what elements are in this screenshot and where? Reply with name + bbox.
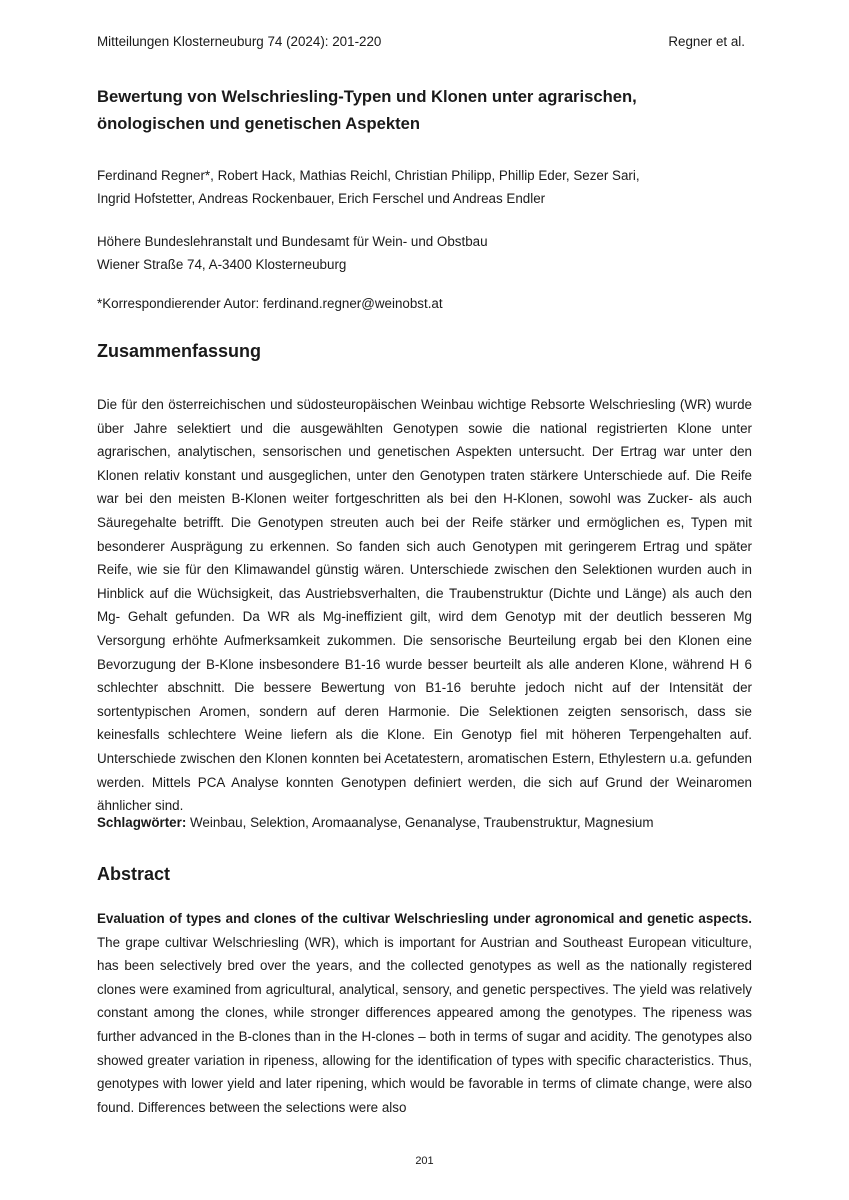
summary-paragraph: Die für den österreichischen und südosteuropäischen Weinbau wichtige Rebsorte Welschriesling (WR) wurde über Jahre selektiert und die ausgewählten Genotypen sowie die national registrierten Klone unter agrarischen, analytischen, sensorischen und genetischen Aspekten untersucht. Der Ertrag war unter den Klonen relativ konstant und ausgeglichen, unter den Genotypen traten stärkere Unterschiede auf. Die Reife war bei den meisten B-Klonen weiter fortgeschritten als bei den H-Klonen, sowohl was Zucker- als auch Säuregehalte betrifft. Die Genotypen streuten auch bei der Reife stärker und ermöglichen es, Typen mit besonderer Ausprägung zu erkennen. So fanden sich auch Genotypen mit geringerem Ertrag und später Reife, wie sie für den Klimawandel günstig wären. Unterschiede zwischen den Selektionen wurden auch in Hinblick auf die Wüchsigkeit, das Austriebsverhalten, die Traubenstruktur (Dichte und Länge) als auch den Mg- Gehalt gefunden. Da WR als Mg-ineffizient gilt, wird dem Genotyp mit der deutlich besseren Mg Versorgung erhöhte Aufmerksamkeit zukommen. Die sensorische Beurteilung ergab bei den Klonen eine Bevorzugung der B-Klone insbesondere B1-16 wurde besser beurteilt als alle anderen Klone, während H 6 schlechter abschnitt. Die bessere Bewertung von B1-16 beruhte jedoch nicht auf der Intensität der sortentypischen Aromen, sondern auf deren Harmonie. Die Selektionen zeigten sensorisch, dass sie keinesfalls schlechtere Weine liefern als die Klone. Ein Genotyp fiel mit höheren Terpengehalten auf. Unterschiede zwischen den Klonen konnten bei Acetatestern, aromatischen Estern, Ethylestern u.a. gefunden werden. Mittels PCA Analyse konnten Genotypen definiert werden, die sich auf Grund der Weinaromen ähnlicher sind. — [97, 397, 752, 814]
abstract-english-title: Evaluation of types and clones of the cultivar Welschriesling under agronomical and genetic aspects. — [97, 911, 752, 926]
journal-citation: Mitteilungen Klosterneuburg 74 (2024): 201-220 — [97, 34, 382, 49]
running-authors: Regner et al. — [668, 34, 745, 49]
abstract-heading: Abstract — [97, 864, 171, 884]
article-title: Bewertung von Welschriesling-Typen und Klonen unter agrarischen, önologischen und genetischen Aspekten — [97, 87, 637, 133]
abstract-text: The grape cultivar Welschriesling (WR), which is important for Austrian and Southeast European viticulture, has been selectively bred over the years, and the collected genotypes as well as the nationally registered clones were examined from agricultural, analytical, sensory, and genetic perspectives. The yield was relatively constant among the clones, while stronger differences appeared among the genotypes. The ripeness was further advanced in the B-clones than in the H-clones – both in terms of sugar and acidity. The genotypes also showed greater variation in ripeness, allowing for the identification of types with specific characteristics. Thus, genotypes with lower yield and later ripening, which would be favorable in terms of climate change, were also found. Differences between the selections were also — [97, 934, 752, 1115]
affiliation-line: Höhere Bundeslehranstalt und Bundesamt für Wein- und Obstbau — [97, 234, 488, 249]
author-list — [97, 164, 757, 210]
summary-heading: Zusammenfassung — [97, 341, 262, 361]
affiliation — [97, 230, 757, 276]
author-line: Ingrid Hofstetter, Andreas Rockenbauer, Erich Ferschel und Andreas Endler — [97, 191, 546, 206]
keywords — [97, 815, 757, 830]
running-header — [97, 34, 745, 54]
page-number: 201 — [415, 1155, 434, 1167]
affiliation-line: Wiener Straße 74, A-3400 Klosterneuburg — [97, 257, 347, 272]
corresponding-author: *Korrespondierender Autor: ferdinand.regner@weinobst.at — [97, 296, 443, 311]
author-line: Ferdinand Regner*, Robert Hack, Mathias Reichl, Christian Philipp, Phillip Eder, Sezer Sari, — [97, 168, 640, 183]
abstract-paragraph — [97, 907, 752, 1119]
keywords-label: Schlagwörter: — [97, 815, 187, 830]
keywords-text: Weinbau, Selektion, Aromaanalyse, Genanalyse, Traubenstruktur, Magnesium — [186, 815, 654, 830]
